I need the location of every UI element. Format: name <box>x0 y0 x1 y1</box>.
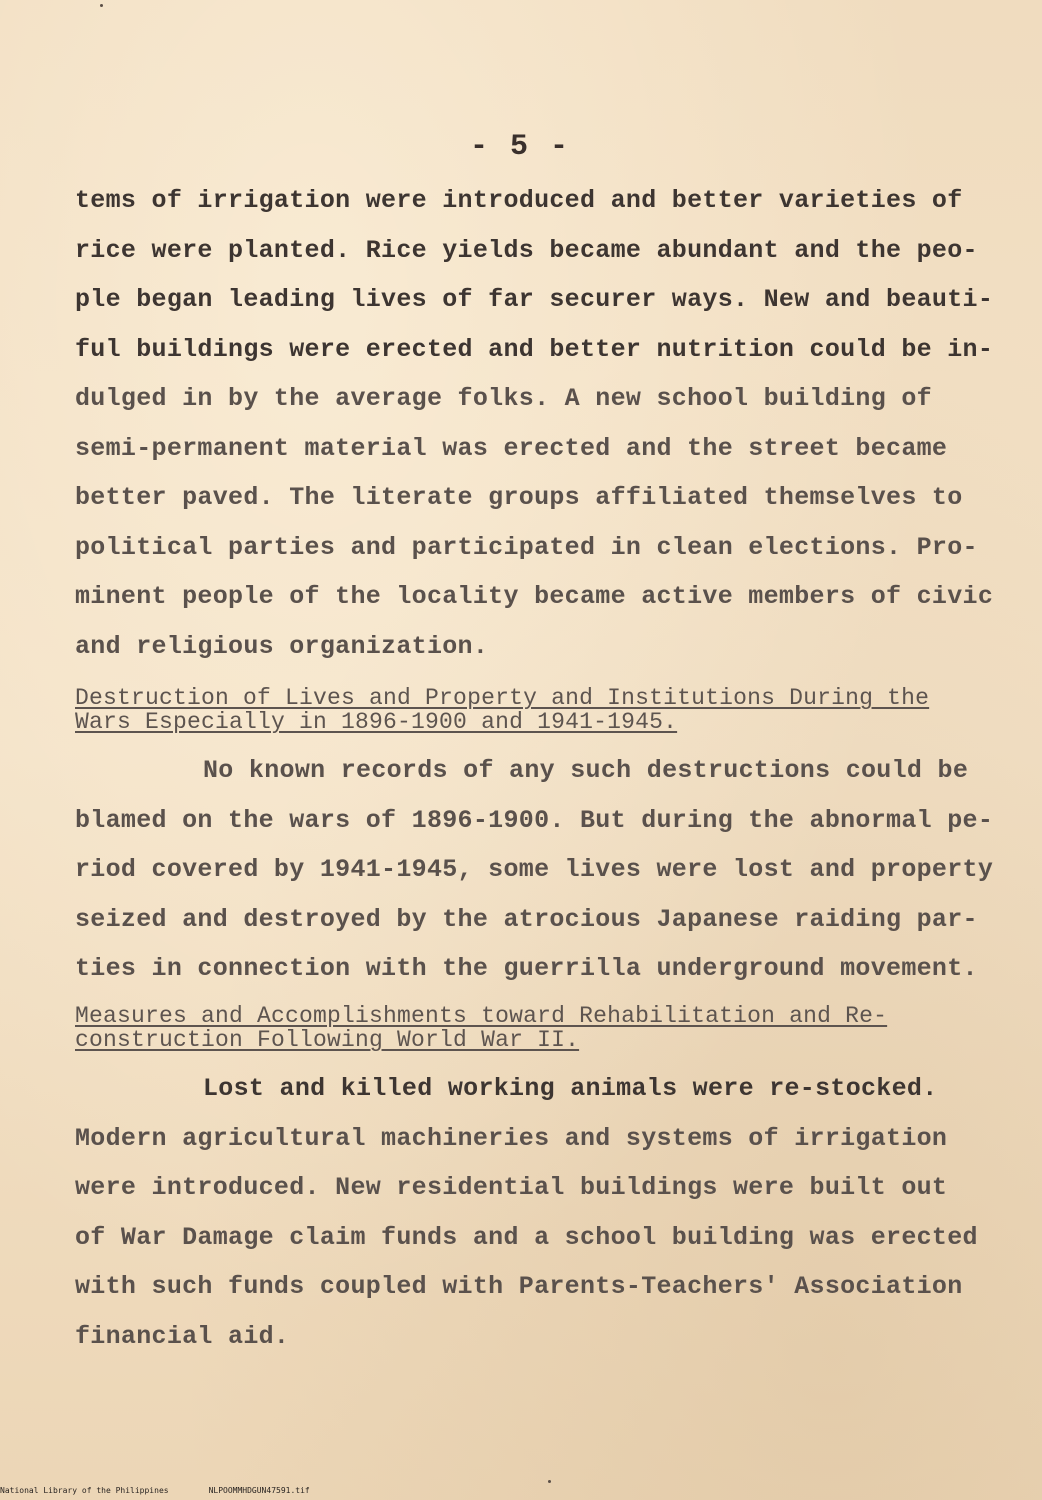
text-line: of War Damage claim funds and a school building was erected <box>75 1222 978 1252</box>
page-number: - 5 - <box>470 130 571 164</box>
text-line: financial aid. <box>75 1321 290 1351</box>
library-credit: National Library of the Philippines <box>0 1486 169 1495</box>
text-line: better paved. The literate groups affiliated themselves to <box>75 483 963 512</box>
paragraph-destruction <box>75 746 994 994</box>
scan-speck <box>548 1480 551 1483</box>
paragraph-continuation <box>75 176 994 671</box>
text-line: riod covered by 1941-1945, some lives were lost and property <box>75 855 994 884</box>
text-line: Modern agricultural machineries and systems of irrigation <box>75 1123 948 1153</box>
heading-line: Destruction of Lives and Property and Institutions During the <box>75 685 930 711</box>
text-line: were introduced. New residential buildings were built out <box>75 1173 948 1202</box>
text-line: blamed on the wars of 1896-1900. But during the abnormal pe- <box>75 805 994 835</box>
section-heading-destruction <box>75 686 985 734</box>
file-identifier: NLPOOMMHDGUN47591.tif <box>208 1486 310 1495</box>
scan-footer <box>0 1486 310 1495</box>
text-line: rice were planted. Rice yields became abundant and the peo- <box>75 235 978 265</box>
text-line: minent people of the locality became active members of civic <box>75 582 994 611</box>
text-line: ple began leading lives of far securer ways. New and beauti- <box>75 285 994 314</box>
heading-line: Measures and Accomplishments toward Rehabilitation and Re- <box>75 1003 888 1029</box>
text-line: seized and destroyed by the atrocious Japanese raiding par- <box>75 904 978 934</box>
text-line: semi-permanent material was erected and the street became <box>75 433 948 463</box>
text-line: Lost and killed working animals were re-stocked. <box>203 1074 938 1103</box>
text-line: political parties and participated in clean elections. Pro- <box>75 532 978 562</box>
text-line: with such funds coupled with Parents-Teachers' Association <box>75 1272 963 1301</box>
text-line: ful buildings were erected and better nutrition could be in- <box>75 334 994 364</box>
scan-speck <box>100 4 103 7</box>
section-heading-rehabilitation <box>75 1004 985 1052</box>
heading-line: construction Following World War II. <box>75 1027 580 1053</box>
text-line: and religious organization. <box>75 631 489 661</box>
text-line: ties in connection with the guerrilla underground movement. <box>75 954 978 983</box>
text-line: tems of irrigation were introduced and better varieties of <box>75 186 963 215</box>
heading-line: Wars Especially in 1896-1900 and 1941-1945. <box>75 709 678 735</box>
paragraph-rehabilitation <box>75 1064 985 1361</box>
text-line: No known records of any such destructions could be <box>203 756 969 785</box>
text-line: dulged in by the average folks. A new school building of <box>75 384 932 413</box>
